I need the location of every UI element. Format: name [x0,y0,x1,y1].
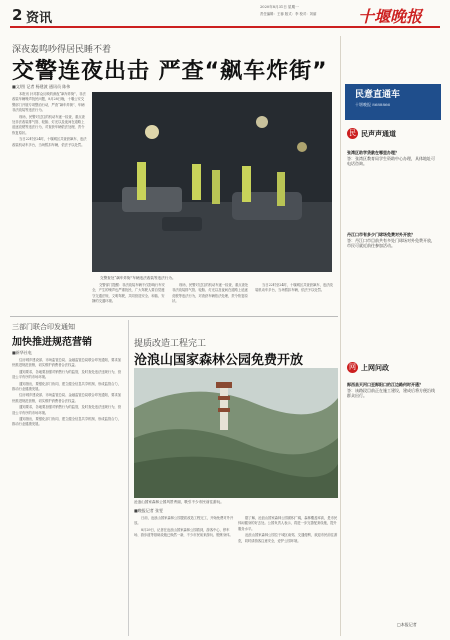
sidebar-brand: 民意直通车 [355,90,401,100]
lead-body-col1 [12,92,87,292]
story2-paragraph: 通知要求，各地要加强对销售行为的监管，及时查处违法违规行为，营造公平有序的市场环境。 [12,369,122,380]
lead-photo-image [92,92,332,272]
net-label: 上网问政 [361,364,389,372]
story3-paragraph: 8月29日，记者在沧浪山国家森林公园看到，游客中心、停车场、游步道等基础设施已焕然一新，不少市民前来游玩、锻炼身体。 [134,527,233,538]
lead-paragraph: 现场，民警对过往的机动车逐一检查，重点查处非法改装排气管、轮胎、灯光以及夜间在道路上追逐竞驶等违法行为，对查获车辆依法处理，责令恢复原状。 [12,114,85,135]
lead-body-col2 [92,283,167,323]
story3-paragraph: 沧浪山国家森林公园位于城区南郊，交通便利，欢迎市民前往游览，同时请游客注意安全，爱护公园环境。 [238,533,338,543]
qa-question: 郧西县天河口至郧阳口的江边路何时开通？ [347,382,423,387]
net-header [345,362,441,374]
section-divider [10,316,338,317]
story2-kicker: 三部门联合印发通知 [12,323,75,331]
qa-item [347,232,437,249]
lead-paragraph: 当日22时至24时，十堰城区共查获飙车、违法改装机动车多台，当场暂扣车辆，依法予以处罚。 [255,283,333,293]
story3-body-col2 [238,516,338,636]
masthead [0,0,450,28]
lead-paragraph: 现场，民警对过往的机动车逐一检查，重点查处非法改装排气管、轮胎、灯光以及夜间在道路上追逐竞驶等违法行为，对查获车辆依法处理，责令恢复原状。 [172,283,249,304]
qa-answer: 答：张湾区教育局学生资助中心办理，具体地址可电话咨询。 [347,155,435,167]
masthead-date: 2020年8月31日 星期一 [260,5,299,9]
lead-photo-caption: 交警查处“飙车炸街”车辆违法改装等违法行为。 [100,276,176,280]
sidebar [340,36,443,636]
story3-photo-caption: 沧浪山国家森林公园风景秀丽，吸引不少市民前往游玩。 [134,500,224,504]
story3-kicker: 提质改造工程完工 [134,339,207,349]
story3-headline: 沧浪山国家森林公园免费开放 [134,353,304,368]
lead-kicker: 深夜轰鸣吵得居民睡不着 [12,45,112,55]
story2-paragraph: 住房城乡建设部、市场监管总局、金融监管总局联合印发通知，要求加快推进规范营销，切实维护消费者合法权益。 [12,393,122,403]
lead-photo [92,92,332,272]
qa-question: 张湾区助学贷款在哪里办理？ [347,150,399,155]
qa-question: 丹江口市有多少门球场免费对外开放？ [347,232,415,237]
column-divider [128,320,129,636]
story2-byline: ■新华社电 [12,350,32,355]
story3-photo [134,368,338,498]
page-number: 2 [12,6,23,24]
qa-item [347,382,437,399]
consult-title: 民声声通道 [361,130,396,138]
masthead-rule [10,26,440,28]
lead-body-col3 [172,283,250,323]
newspaper-logo: 十堰晚报 [358,7,423,26]
story2-body [12,358,124,634]
lead-body-col4 [255,283,335,323]
lead-headline: 交警连夜出击 严查“飙车炸街” [12,59,328,84]
qa-answer: 答：丹江口市目前共有多处门球场对外免费开放，市民可就近前往参加活动。 [347,237,435,249]
story2-paragraph: 住房城乡建设部、市场监管总局、金融监管总局联合印发通知，要求加快推进规范营销，切实维护消费者合法权益。 [12,358,122,368]
sidebar-banner [345,84,441,120]
story3-body-col1 [134,516,234,636]
story2-paragraph: 通知指出，要强化部门协同，建立健全信息共享机制，形成监管合力，推动行业健康发展。 [12,417,122,427]
lead-byline: ■文/图 记者 杨建波 通讯员 陈伟 [12,84,71,89]
story2-paragraph: 通知指出，要强化部门协同，建立健全信息共享机制，形成监管合力，推动行业健康发展。 [12,381,122,392]
web-icon: 网 [349,363,356,371]
qa-item [347,150,437,167]
story3-byline: ■晚报记者 张雯 [134,508,164,513]
lead-paragraph: 交警部门提醒：非法改装车辆不仅影响行车安全，产生的噪声也严重扰民，广大驾驶人要自觉遵守交通法规，文明驾驶，共同营造安全、和谐、安静的交通环境。 [92,283,165,304]
story3-paragraph: 据了解，沧浪山国家森林公园面积广阔，森林覆盖率高，是市民休闲健身的好去处。公园负责人表示，将进一步完善配套设施，提升服务水平。 [238,516,338,531]
story3-paragraph: 日前，沧浪山国家森林公园提质改造工程完工，开始免费对外开放。 [134,516,234,526]
lead-paragraph: 当日22时至24时，十堰城区共查获飙车、违法改装机动车多台，当场暂扣车辆，依法予以处罚。 [12,137,87,147]
consult-icon: 民 [349,129,356,137]
sidebar-hotline: 十堰晚报 8688866 [355,102,391,107]
story2-headline: 加快推进规范营销 [12,337,92,348]
lead-paragraph: 本报讯 针对群众反映的深夜“飙车炸街”、非法改装车辆噪声扰民问题，8月28日晚，十堰公安交警部门开展专项整治行动，严查“飙车炸街”、车辆非法改装等违法行为。 [12,92,86,113]
qa-answer: 答：该路段目前正在施工建设，建成后将方便沿线群众出行。 [347,387,435,399]
masthead-editor: 责任编辑：王蓉 版式：李 校对：刘丽 [260,12,317,16]
story3-photo-image [134,368,338,498]
sidebar-footer: □本报记者 [397,622,417,627]
consult-header [345,128,441,140]
story2-paragraph: 通知要求，各地要加强对销售行为的监管，及时查处违法违规行为，营造公平有序的市场环境。 [12,405,122,415]
section-name: 资讯 [26,11,53,26]
